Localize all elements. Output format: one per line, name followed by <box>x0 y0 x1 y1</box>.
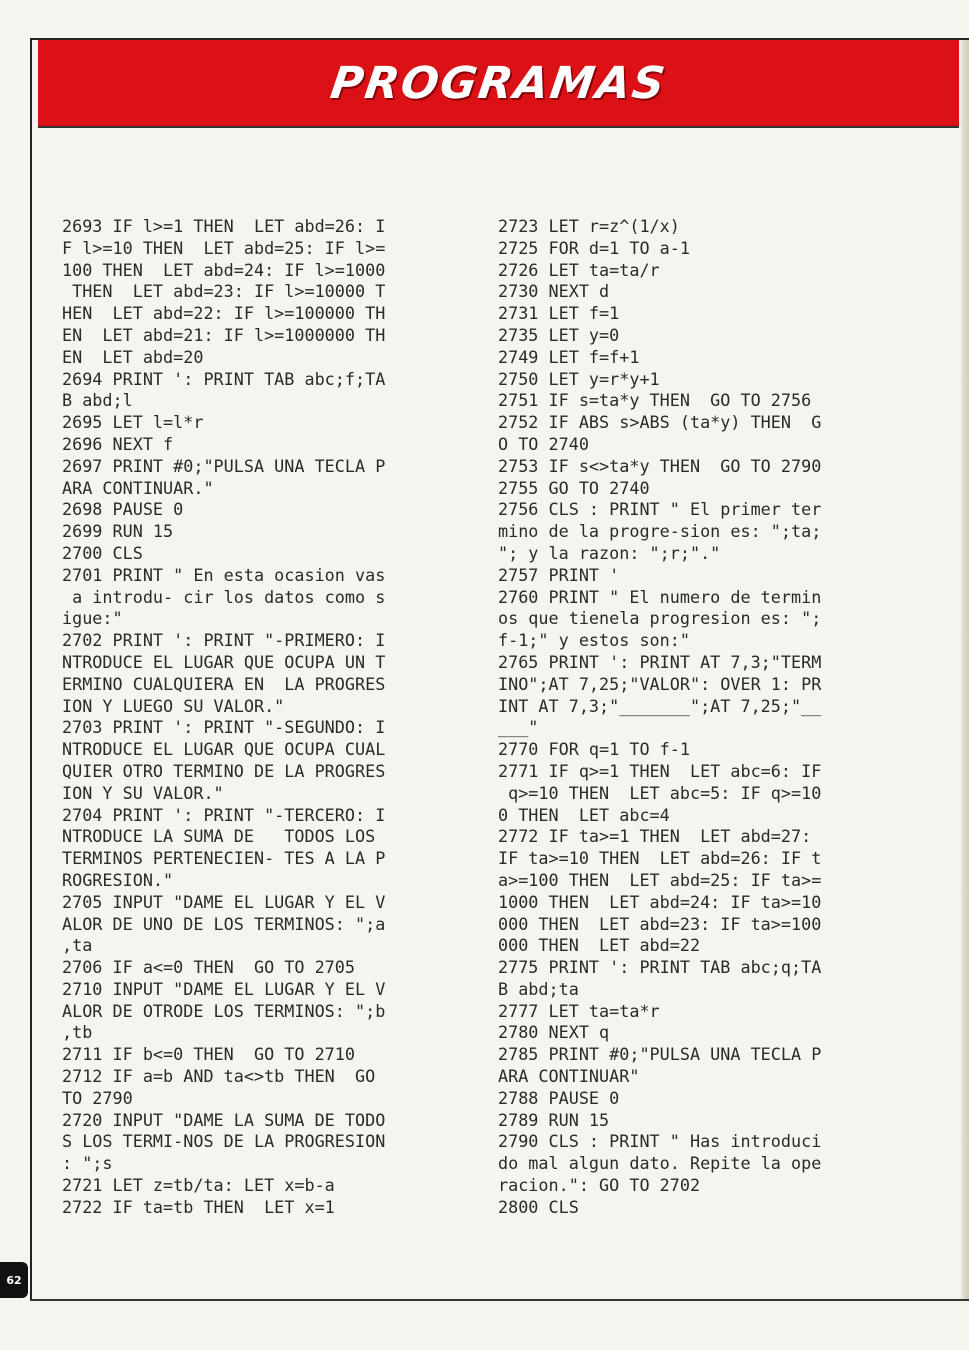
code-line: 2712 IF a=b AND ta<>tb THEN GO <box>62 1066 376 1087</box>
code-line: q>=10 THEN LET abc=5: IF q>=10 <box>498 782 822 803</box>
code-line: racion.": GO TO 2702 <box>498 1175 701 1196</box>
code-line: 2760 PRINT " El numero de termin <box>498 586 822 607</box>
code-line: ALOR DE OTRODE LOS TERMINOS: ";b <box>62 1000 386 1021</box>
code-line: QUIER OTRO TERMINO DE LA PROGRES <box>62 760 386 781</box>
code-line: B abd;ta <box>498 978 579 999</box>
code-line: 2788 PAUSE 0 <box>498 1087 620 1108</box>
code-line: 2706 IF a<=0 THEN GO TO 2705 <box>62 957 355 978</box>
code-line: 2730 NEXT d <box>498 281 610 302</box>
code-line: ALOR DE UNO DE LOS TERMINOS: ";a <box>62 913 386 934</box>
code-line: 1000 THEN LET abd=24: IF ta>=10 <box>498 891 822 912</box>
code-line: THEN LET abd=23: IF l>=10000 T <box>62 281 386 302</box>
code-line: do mal algun dato. Repite la ope <box>498 1153 822 1174</box>
code-line: a introdu- cir los datos como s <box>62 586 386 607</box>
code-line: 2785 PRINT #0;"PULSA UNA TECLA P <box>498 1044 822 1065</box>
code-line: 2777 LET ta=ta*r <box>498 1000 660 1021</box>
code-line: 2757 PRINT ' <box>498 564 620 585</box>
code-line: 2751 IF s=ta*y THEN GO TO 2756 <box>498 390 812 411</box>
code-line: ION Y SU VALOR." <box>62 782 224 803</box>
code-line: IF ta>=10 THEN LET abd=26: IF t <box>498 848 822 869</box>
code-line: EN LET abd=21: IF l>=1000000 TH <box>62 324 386 345</box>
code-line: 2753 IF s<>ta*y THEN GO TO 2790 <box>498 455 822 476</box>
code-line: 2770 FOR q=1 TO f-1 <box>498 739 690 760</box>
code-line: mino de la progre-sion es: ";ta; <box>498 521 822 542</box>
code-line: 2704 PRINT ': PRINT "-TERCERO: I <box>62 804 386 825</box>
code-line: TERMINOS PERTENECIEN- TES A LA P <box>62 848 386 869</box>
code-line: 2702 PRINT ': PRINT "-PRIMERO: I <box>62 630 386 651</box>
code-line: 2700 CLS <box>62 542 143 563</box>
code-line: 2698 PAUSE 0 <box>62 499 184 520</box>
code-listing-left-column <box>62 216 476 1219</box>
code-line: 2731 LET f=1 <box>498 303 620 324</box>
code-line: 2765 PRINT ': PRINT AT 7,3;"TERM <box>498 651 822 672</box>
code-line: EN LET abd=20 <box>62 346 204 367</box>
code-line: 2722 IF ta=tb THEN LET x=1 <box>62 1196 335 1217</box>
section-title: PROGRAMAS <box>327 57 670 109</box>
code-line: 000 THEN LET abd=23: IF ta>=100 <box>498 913 822 934</box>
code-line: 2752 IF ABS s>ABS (ta*y) THEN G <box>498 412 822 433</box>
page-frame-left <box>30 38 32 1300</box>
code-line: 2725 FOR d=1 TO a-1 <box>498 237 690 258</box>
code-line: 2693 IF l>=1 THEN LET abd=26: I <box>62 216 386 236</box>
code-line: 2755 GO TO 2740 <box>498 477 650 498</box>
code-line: 2694 PRINT ': PRINT TAB abc;f;TA <box>62 368 386 389</box>
section-header <box>38 40 959 126</box>
page-edge <box>961 40 969 1300</box>
code-line: 2772 IF ta>=1 THEN LET abd=27: <box>498 826 812 847</box>
code-line: 2726 LET ta=ta/r <box>498 259 660 280</box>
code-line: os que tienela progresion es: "; <box>498 608 822 629</box>
code-line: 2800 CLS <box>498 1196 579 1217</box>
code-line: 2780 NEXT q <box>498 1022 610 1043</box>
code-line: 100 THEN LET abd=24: IF l>=1000 <box>62 259 386 280</box>
code-line: ,tb <box>62 1022 93 1043</box>
code-line: 2701 PRINT " En esta ocasion vas <box>62 564 386 585</box>
code-line: NTRODUCE EL LUGAR QUE OCUPA UN T <box>62 651 386 672</box>
code-line: ROGRESION." <box>62 869 174 890</box>
code-line: 2771 IF q>=1 THEN LET abc=6: IF <box>498 760 822 781</box>
code-line: 2699 RUN 15 <box>62 521 174 542</box>
page-number: 62 <box>0 1262 28 1298</box>
code-line: 2790 CLS : PRINT " Has introduci <box>498 1131 822 1152</box>
code-line: S LOS TERMI-NOS DE LA PROGRESION <box>62 1131 386 1152</box>
code-line: 2749 LET f=f+1 <box>498 346 640 367</box>
code-line: "; y la razon: ";r;"." <box>498 542 721 563</box>
code-line: igue:" <box>62 608 123 629</box>
code-line: 2756 CLS : PRINT " El primer ter <box>498 499 822 520</box>
code-line: 2711 IF b<=0 THEN GO TO 2710 <box>62 1044 355 1065</box>
page-frame-bottom <box>30 1299 969 1301</box>
code-line: 0 THEN LET abc=4 <box>498 804 670 825</box>
code-line: B abd;l <box>62 390 133 411</box>
code-line: HEN LET abd=22: IF l>=100000 TH <box>62 303 386 324</box>
code-line: 2710 INPUT "DAME EL LUGAR Y EL V <box>62 978 386 999</box>
code-line: 2775 PRINT ': PRINT TAB abc;q;TA <box>498 957 822 978</box>
code-line: ARA CONTINUAR." <box>62 477 214 498</box>
code-line: 2720 INPUT "DAME LA SUMA DE TODO <box>62 1109 386 1130</box>
code-line: ION Y LUEGO SU VALOR." <box>62 695 285 716</box>
code-line: TO 2790 <box>62 1087 133 1108</box>
code-line: 2721 LET z=tb/ta: LET x=b-a <box>62 1175 335 1196</box>
code-line: INO";AT 7,25;"VALOR": OVER 1: PR <box>498 673 822 694</box>
code-line: 2789 RUN 15 <box>498 1109 610 1130</box>
code-line: a>=100 THEN LET abd=25: IF ta>= <box>498 869 822 890</box>
header-divider <box>38 126 959 128</box>
code-line: INT AT 7,3;"_______";AT 7,25;"__ <box>498 695 822 716</box>
code-line: 2703 PRINT ': PRINT "-SEGUNDO: I <box>62 717 386 738</box>
code-line: O TO 2740 <box>498 433 589 454</box>
code-line: ,ta <box>62 935 93 956</box>
code-line: ARA CONTINUAR" <box>498 1066 640 1087</box>
code-line: 2705 INPUT "DAME EL LUGAR Y EL V <box>62 891 386 912</box>
code-line: ERMINO CUALQUIERA EN LA PROGRES <box>62 673 386 694</box>
code-line: f-1;" y estos son:" <box>498 630 690 651</box>
code-line: F l>=10 THEN LET abd=25: IF l>= <box>62 237 386 258</box>
code-line: 2735 LET y=0 <box>498 324 620 345</box>
code-line: 2697 PRINT #0;"PULSA UNA TECLA P <box>62 455 386 476</box>
code-line: 2750 LET y=r*y+1 <box>498 368 660 389</box>
code-line: 2723 LET r=z^(1/x) <box>498 216 680 236</box>
code-line: NTRODUCE EL LUGAR QUE OCUPA CUAL <box>62 739 386 760</box>
code-line: ___" <box>498 717 539 738</box>
code-line: 2695 LET l=l*r <box>62 412 204 433</box>
code-line: 2696 NEXT f <box>62 433 174 454</box>
code-listing-right-column <box>498 216 916 1219</box>
code-line: NTRODUCE LA SUMA DE TODOS LOS <box>62 826 376 847</box>
code-line: : ";s <box>62 1153 113 1174</box>
code-line: 000 THEN LET abd=22 <box>498 935 701 956</box>
